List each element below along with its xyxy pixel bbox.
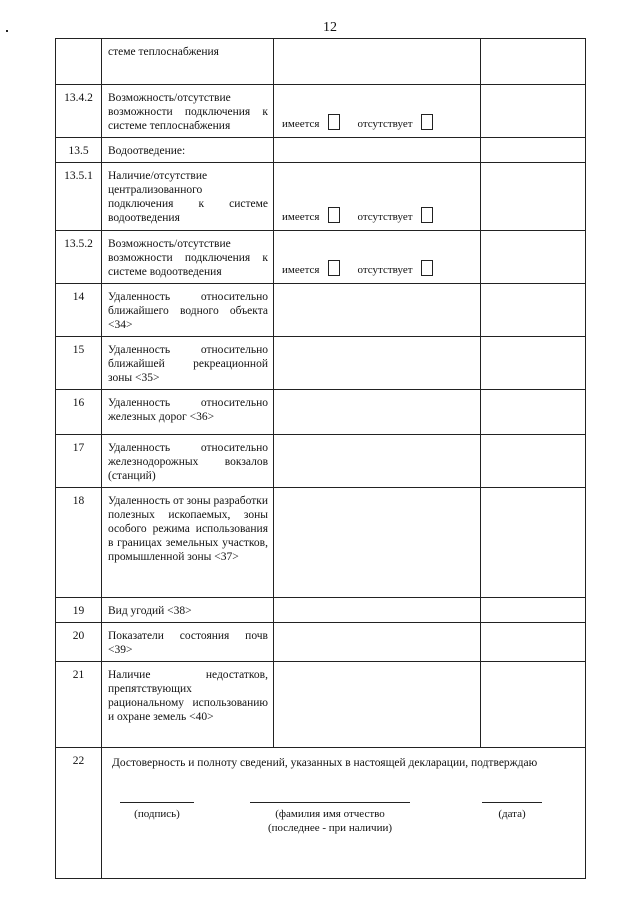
table-row	[56, 390, 586, 435]
row-extra	[481, 231, 586, 284]
declaration-table	[55, 38, 586, 879]
row-extra	[481, 662, 586, 748]
option-yes-label: имеется	[282, 264, 320, 276]
row-description: Возможность/отсутствие возможности подключения к системе теплоснабжения	[102, 85, 274, 138]
table-row-declaration	[56, 748, 586, 879]
row-extra	[481, 337, 586, 390]
row-number: 22	[56, 748, 102, 879]
row-description: Удаленность от зоны разработки полезных ископаемых, зоны особого режима использования в границах земельных участков, промышленной зоны <37>	[102, 488, 274, 598]
option-no-label: отсутствует	[357, 264, 413, 276]
row-number: 15	[56, 337, 102, 390]
row-description: Удаленность относительно ближайшей рекреационной зоны <35>	[102, 337, 274, 390]
row-extra	[481, 435, 586, 488]
row-extra	[481, 138, 586, 163]
table-row	[56, 337, 586, 390]
row-extra	[481, 284, 586, 337]
row-answer	[274, 598, 481, 623]
row-description: Показатели состояния почв <39>	[102, 623, 274, 662]
signature-field[interactable]	[120, 802, 194, 821]
row-extra	[481, 488, 586, 598]
row-description: Наличие недостатков, препятствующих рациональному использованию и охране земель <40>	[102, 662, 274, 748]
row-answer[interactable]	[274, 163, 481, 231]
row-number: 13.4.2	[56, 85, 102, 138]
row-number: 21	[56, 662, 102, 748]
declaration-statement: Достоверность и полноту сведений, указанных в настоящей декларации, подтверждаю	[112, 757, 538, 769]
full-name-field[interactable]	[250, 802, 410, 835]
checkbox-yes[interactable]	[328, 260, 340, 276]
row-answer	[274, 390, 481, 435]
table-row	[56, 284, 586, 337]
row-number: 17	[56, 435, 102, 488]
row-answer	[274, 284, 481, 337]
row-extra	[481, 390, 586, 435]
row-description: Удаленность относительно железных дорог <36>	[102, 390, 274, 435]
table-row	[56, 85, 586, 138]
row-description: Удаленность относительно ближайшего водного объекта <34>	[102, 284, 274, 337]
row-answer	[274, 662, 481, 748]
signature-label: (подпись)	[134, 808, 180, 820]
row-number: 14	[56, 284, 102, 337]
table-row	[56, 435, 586, 488]
date-label: (дата)	[498, 808, 526, 820]
option-yes-label: имеется	[282, 211, 320, 223]
table-row	[56, 598, 586, 623]
checkbox-yes[interactable]	[328, 207, 340, 223]
option-no-label: отсутствует	[357, 118, 413, 130]
option-yes-label: имеется	[282, 118, 320, 130]
row-answer	[274, 39, 481, 85]
row-number: 13.5.1	[56, 163, 102, 231]
row-extra	[481, 39, 586, 85]
table-row	[56, 163, 586, 231]
row-answer	[274, 435, 481, 488]
checkbox-no[interactable]	[421, 207, 433, 223]
row-description: Возможность/отсутствие возможности подключения к системе водоотведения	[102, 231, 274, 284]
page-number: 12	[323, 20, 337, 35]
checkbox-no[interactable]	[421, 114, 433, 130]
table-row	[56, 231, 586, 284]
table-row	[56, 138, 586, 163]
table-row	[56, 488, 586, 598]
row-answer[interactable]	[274, 85, 481, 138]
row-answer	[274, 488, 481, 598]
row-number: 16	[56, 390, 102, 435]
signature-area	[112, 802, 579, 872]
table-row	[56, 39, 586, 85]
full-name-note: (последнее - при наличии)	[267, 822, 393, 834]
scan-dot	[6, 30, 8, 32]
row-number	[56, 39, 102, 85]
row-extra	[481, 623, 586, 662]
row-number: 13.5.2	[56, 231, 102, 284]
row-answer	[274, 623, 481, 662]
row-number: 20	[56, 623, 102, 662]
row-extra	[481, 163, 586, 231]
full-name-label: (фамилия имя отчество	[275, 808, 385, 820]
row-description: Удаленность относительно железнодорожных вокзалов (станций)	[102, 435, 274, 488]
row-answer	[274, 138, 481, 163]
row-description: стеме теплоснабжения	[102, 39, 274, 85]
checkbox-yes[interactable]	[328, 114, 340, 130]
date-field[interactable]	[482, 802, 542, 821]
row-extra	[481, 598, 586, 623]
row-description: Вид угодий <38>	[102, 598, 274, 623]
row-answer	[274, 337, 481, 390]
row-number: 18	[56, 488, 102, 598]
declaration-cell	[102, 748, 586, 879]
row-extra	[481, 85, 586, 138]
table-row	[56, 623, 586, 662]
row-description: Водоотведение:	[102, 138, 274, 163]
row-answer[interactable]	[274, 231, 481, 284]
option-no-label: отсутствует	[357, 211, 413, 223]
row-number: 13.5	[56, 138, 102, 163]
table-body	[56, 39, 586, 879]
checkbox-no[interactable]	[421, 260, 433, 276]
row-number: 19	[56, 598, 102, 623]
table-row	[56, 662, 586, 748]
row-description: Наличие/отсутствие централизованного подключения к системе водоотведения	[102, 163, 274, 231]
